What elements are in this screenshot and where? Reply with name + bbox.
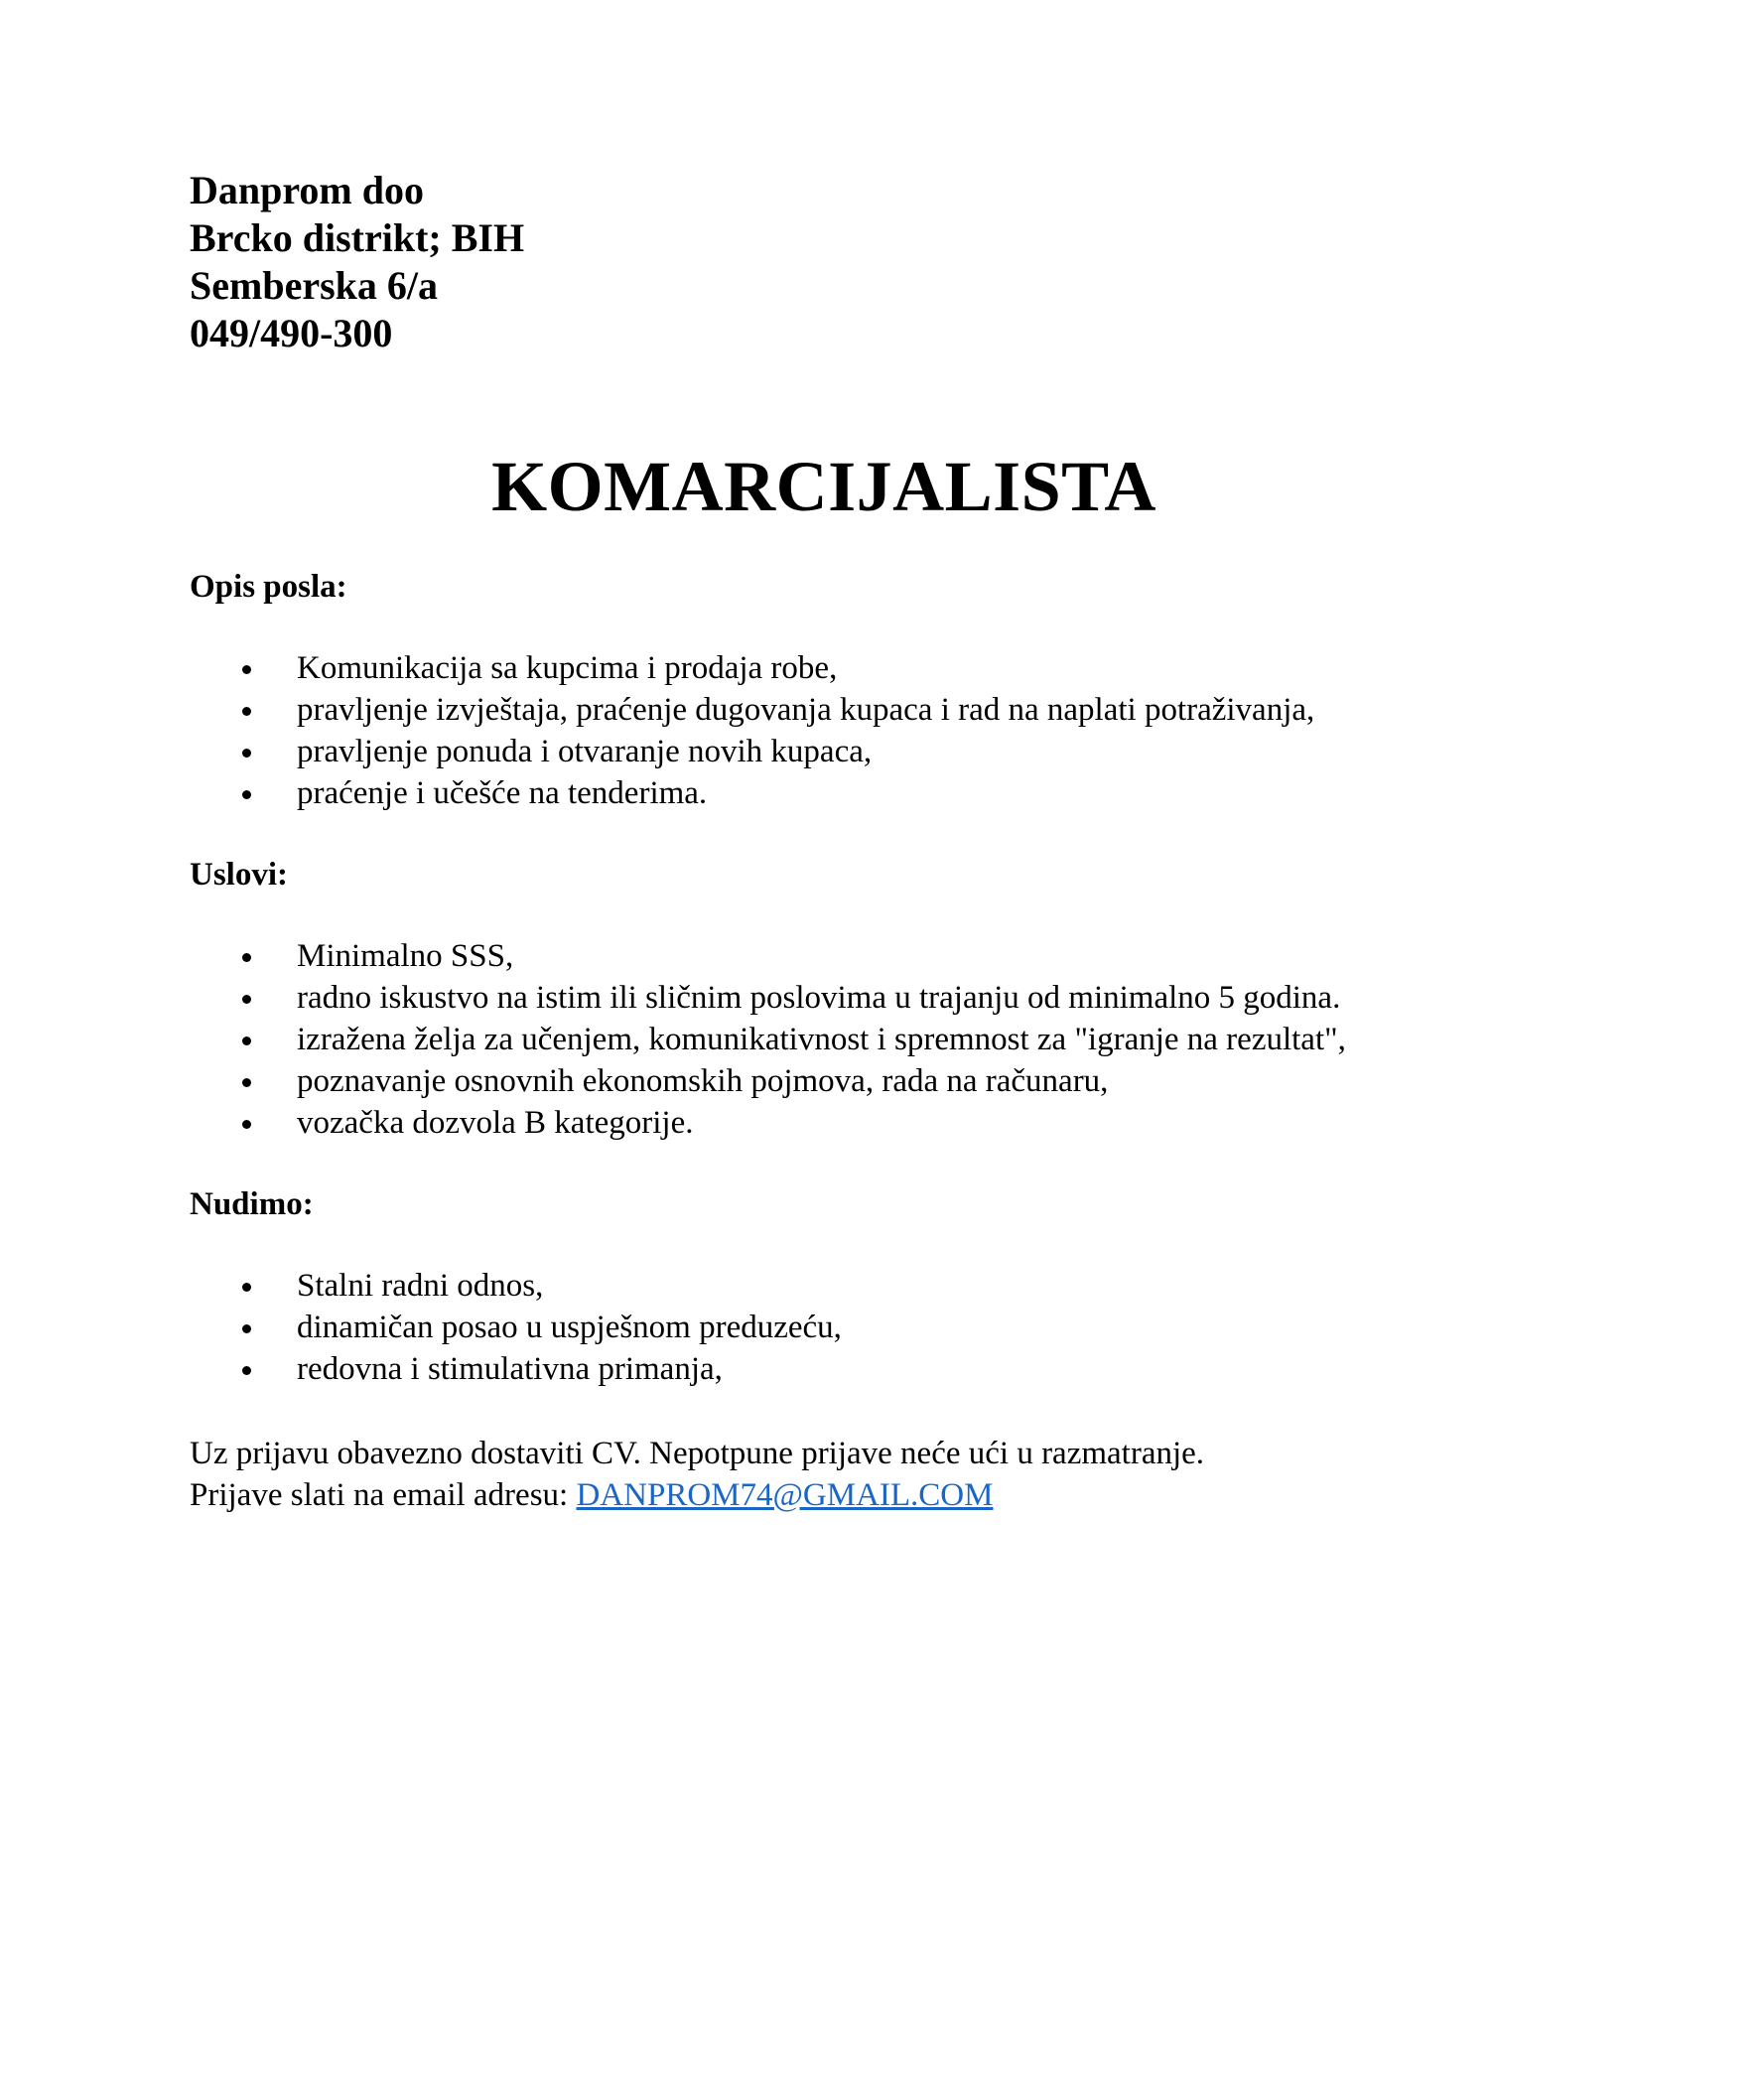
list-item-text: poznavanje osnovnih ekonomskih pojmova, rada na računaru, — [297, 1063, 1109, 1099]
email-link[interactable]: DANPROM74@GMAIL.COM — [576, 1477, 994, 1513]
company-header — [190, 167, 524, 357]
bullet-icon — [242, 1283, 251, 1292]
list-item — [190, 731, 1314, 772]
job-description-heading: Opis posla: — [190, 569, 347, 605]
company-name: Danprom doo — [190, 168, 424, 212]
list-item-text: Komunikacija sa kupcima i prodaja robe, — [297, 650, 838, 686]
list-item — [190, 1307, 842, 1348]
bullet-icon — [242, 707, 251, 716]
list-item — [190, 935, 1346, 977]
email-line — [190, 1474, 1204, 1516]
company-phone: 049/490-300 — [190, 311, 393, 355]
list-item — [190, 689, 1314, 731]
list-item-text: pravljenje ponuda i otvaranje novih kupaca, — [297, 734, 873, 769]
bullet-icon — [242, 1036, 251, 1045]
list-item-text: izražena želja za učenjem, komunikativnost i spremnost za "igranje na rezultat", — [297, 1022, 1346, 1057]
job-description-list — [190, 647, 1314, 814]
list-item — [190, 1265, 842, 1307]
application-instructions — [190, 1433, 1204, 1516]
list-item — [190, 772, 1314, 814]
list-item — [190, 1348, 842, 1390]
company-street: Semberska 6/a — [190, 263, 438, 308]
bullet-icon — [242, 953, 251, 962]
bullet-icon — [242, 995, 251, 1004]
list-item-text: dinamičan posao u uspješnom preduzeću, — [297, 1310, 842, 1345]
bullet-icon — [242, 1078, 251, 1087]
bullet-icon — [242, 665, 251, 674]
list-item-text: redovna i stimulativna primanja, — [297, 1351, 723, 1387]
company-location: Brcko distrikt; BIH — [190, 215, 525, 260]
requirements-heading: Uslovi: — [190, 857, 288, 893]
list-item-text: Stalni radni odnos, — [297, 1268, 544, 1304]
bullet-icon — [242, 749, 251, 758]
offer-list — [190, 1265, 842, 1390]
bullet-icon — [242, 790, 251, 799]
bullet-icon — [242, 1120, 251, 1129]
list-item — [190, 647, 1314, 689]
list-item-text: pravljenje izvještaja, praćenje dugovanja kupaca i rad na naplati potraživanja, — [297, 692, 1315, 728]
bullet-icon — [242, 1324, 251, 1333]
list-item — [190, 977, 1346, 1019]
list-item-text: Minimalno SSS, — [297, 938, 514, 974]
list-item — [190, 1019, 1346, 1060]
offer-heading: Nudimo: — [190, 1186, 314, 1222]
list-item-text: praćenje i učešće na tenderima. — [297, 775, 708, 811]
requirements-list — [190, 935, 1346, 1144]
list-item-text: vozačka dozvola B kategorije. — [297, 1105, 694, 1141]
list-item-text: radno iskustvo na istim ili sličnim poslovima u trajanju od minimalno 5 godina. — [297, 980, 1341, 1016]
bullet-icon — [242, 1366, 251, 1375]
list-item — [190, 1102, 1346, 1144]
job-title: KOMARCIJALISTA — [491, 447, 1156, 526]
email-prefix: Prijave slati na email adresu: — [190, 1477, 577, 1513]
list-item — [190, 1060, 1346, 1102]
cv-notice: Uz prijavu obavezno dostaviti CV. Nepotpune prijave neće ući u razmatranje. — [190, 1436, 1205, 1471]
